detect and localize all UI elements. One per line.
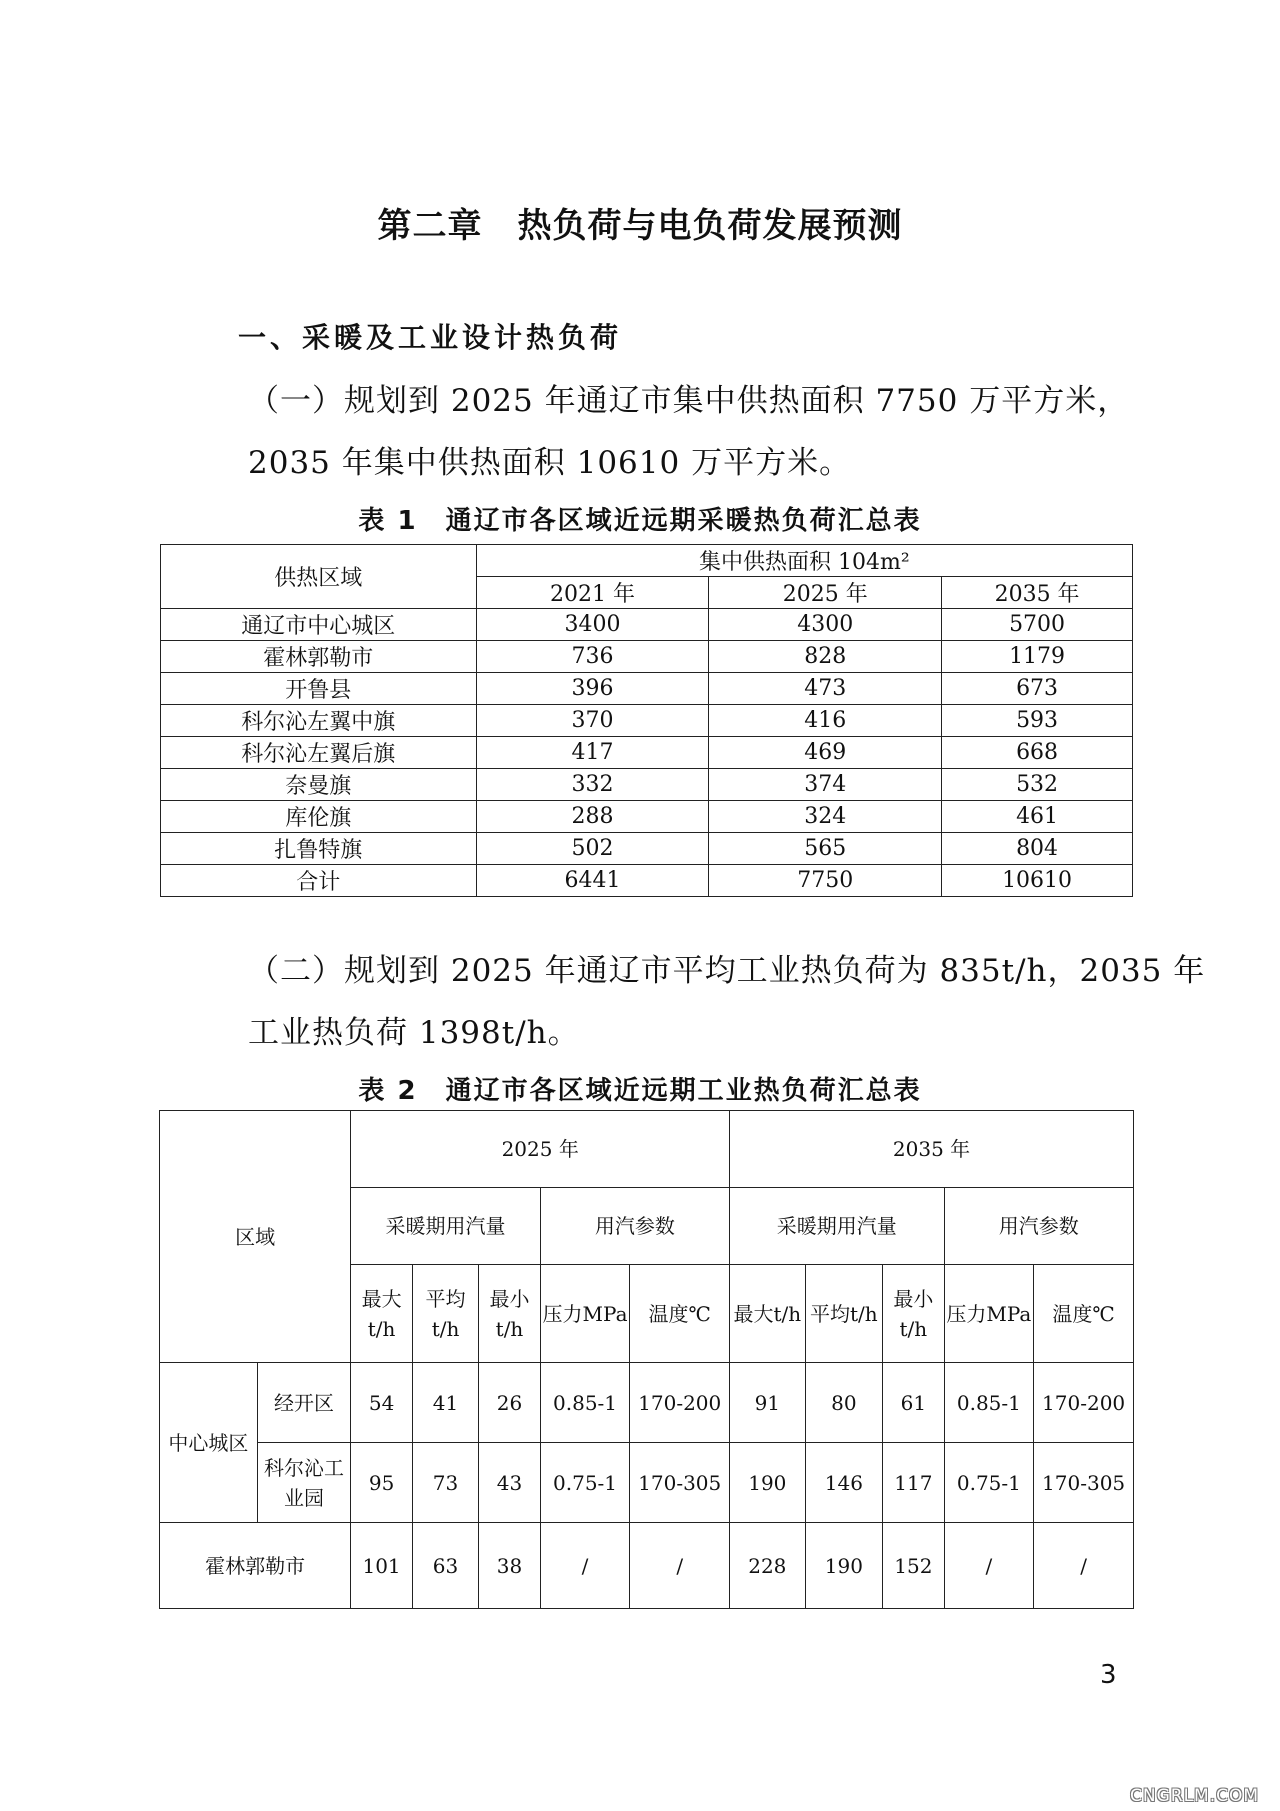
section-heading: 一、采暖及工业设计热负荷 xyxy=(238,321,623,354)
chapter-title: 第二章 热负荷与电负荷发展预测 xyxy=(377,206,903,246)
value-cell: 61 xyxy=(883,1363,944,1443)
page-number: 3 xyxy=(1100,1660,1117,1690)
value-cell: 38 xyxy=(479,1523,540,1609)
value-cell: 473 xyxy=(709,673,942,705)
value-cell: 288 xyxy=(476,801,709,833)
value-cell: 63 xyxy=(412,1523,478,1609)
heating-load-table xyxy=(160,544,1133,897)
table-row-total xyxy=(161,865,1133,897)
region-cell: 经开区 xyxy=(257,1363,351,1443)
table1-header-group: 集中供热面积 104m² xyxy=(476,545,1132,577)
table-row xyxy=(160,1523,1134,1609)
value-cell: 26 xyxy=(479,1363,540,1443)
value-cell: 73 xyxy=(412,1443,478,1523)
value-cell: 565 xyxy=(709,833,942,865)
value-cell: 461 xyxy=(942,801,1133,833)
region-cell: 库伦旗 xyxy=(161,801,477,833)
region-cell: 通辽市中心城区 xyxy=(161,609,477,641)
table-row xyxy=(161,769,1133,801)
value-cell: 228 xyxy=(730,1523,806,1609)
table-row xyxy=(161,801,1133,833)
value-cell: 828 xyxy=(709,641,942,673)
value-cell: 170-305 xyxy=(1034,1443,1134,1523)
value-cell: 417 xyxy=(476,737,709,769)
value-cell: 0.75-1 xyxy=(944,1443,1034,1523)
value-cell: 91 xyxy=(730,1363,806,1443)
sub-header: 温度℃ xyxy=(630,1265,730,1363)
sub-header: 平均t/h xyxy=(805,1265,883,1363)
value-cell: 41 xyxy=(412,1363,478,1443)
table1-caption: 表 1 通辽市各区域近远期采暖热负荷汇总表 xyxy=(358,506,922,536)
value-cell: / xyxy=(630,1523,730,1609)
sub-header: 最大t/h xyxy=(351,1265,412,1363)
value-cell: / xyxy=(1034,1523,1134,1609)
value-cell: 324 xyxy=(709,801,942,833)
steam-param-header: 用汽参数 xyxy=(944,1188,1133,1265)
group-cell-center: 中心城区 xyxy=(160,1363,258,1523)
steam-param-header: 用汽参数 xyxy=(540,1188,729,1265)
steam-usage-header: 采暖期用汽量 xyxy=(730,1188,945,1265)
value-cell: 6441 xyxy=(476,865,709,897)
table-row xyxy=(161,833,1133,865)
region-cell: 科尔沁左翼中旗 xyxy=(161,705,477,737)
table-row xyxy=(161,737,1133,769)
value-cell: 673 xyxy=(942,673,1133,705)
value-cell: 170-200 xyxy=(1034,1363,1134,1443)
watermark-text: CNGRLM.COM xyxy=(1130,1786,1260,1806)
value-cell: 170-305 xyxy=(630,1443,730,1523)
value-cell: 532 xyxy=(942,769,1133,801)
value-cell: 80 xyxy=(805,1363,883,1443)
table2-header-region: 区域 xyxy=(160,1111,351,1363)
table1-year-header: 2035 年 xyxy=(942,577,1133,609)
region-cell: 霍林郭勒市 xyxy=(161,641,477,673)
sub-header: 压力MPa xyxy=(944,1265,1034,1363)
value-cell: 10610 xyxy=(942,865,1133,897)
value-cell: 374 xyxy=(709,769,942,801)
region-cell: 合计 xyxy=(161,865,477,897)
table-row xyxy=(161,673,1133,705)
table1-year-header: 2025 年 xyxy=(709,577,942,609)
value-cell: 1179 xyxy=(942,641,1133,673)
paragraph-heating-area: （一）规划到 2025 年通辽市集中供热面积 7750 万平方米，2035 年集中供热面积 10610 万平方米。 xyxy=(248,383,1130,481)
sub-header: 最小t/h xyxy=(883,1265,944,1363)
value-cell: 54 xyxy=(351,1363,412,1443)
value-cell: 370 xyxy=(476,705,709,737)
value-cell: 0.75-1 xyxy=(540,1443,630,1523)
table2-year-header: 2025 年 xyxy=(351,1111,730,1188)
value-cell: 170-200 xyxy=(630,1363,730,1443)
value-cell: 4300 xyxy=(709,609,942,641)
value-cell: 396 xyxy=(476,673,709,705)
region-cell: 扎鲁特旗 xyxy=(161,833,477,865)
table-row xyxy=(161,641,1133,673)
value-cell: 190 xyxy=(730,1443,806,1523)
value-cell: 0.85-1 xyxy=(944,1363,1034,1443)
value-cell: 3400 xyxy=(476,609,709,641)
sub-header: 最小t/h xyxy=(479,1265,540,1363)
steam-usage-header: 采暖期用汽量 xyxy=(351,1188,540,1265)
region-cell: 科尔沁左翼后旗 xyxy=(161,737,477,769)
region-cell: 科尔沁工业园 xyxy=(257,1443,351,1523)
value-cell: 5700 xyxy=(942,609,1133,641)
value-cell: 43 xyxy=(479,1443,540,1523)
table1-header-region: 供热区域 xyxy=(161,545,477,609)
sub-header: 平均t/h xyxy=(412,1265,478,1363)
table-row xyxy=(160,1363,1134,1443)
region-cell: 开鲁县 xyxy=(161,673,477,705)
value-cell: 146 xyxy=(805,1443,883,1523)
sub-header: 最大t/h xyxy=(730,1265,806,1363)
industrial-load-table xyxy=(159,1110,1134,1609)
value-cell: 332 xyxy=(476,769,709,801)
value-cell: 190 xyxy=(805,1523,883,1609)
table2-year-header: 2035 年 xyxy=(730,1111,1134,1188)
value-cell: 117 xyxy=(883,1443,944,1523)
value-cell: 469 xyxy=(709,737,942,769)
value-cell: 502 xyxy=(476,833,709,865)
value-cell: 152 xyxy=(883,1523,944,1609)
table2-caption: 表 2 通辽市各区域近远期工业热负荷汇总表 xyxy=(358,1076,922,1106)
table-row xyxy=(161,705,1133,737)
value-cell: 668 xyxy=(942,737,1133,769)
table-row xyxy=(161,609,1133,641)
value-cell: 804 xyxy=(942,833,1133,865)
value-cell: 7750 xyxy=(709,865,942,897)
region-cell: 奈曼旗 xyxy=(161,769,477,801)
value-cell: / xyxy=(540,1523,630,1609)
region-cell: 霍林郭勒市 xyxy=(160,1523,351,1609)
table-row xyxy=(160,1443,1134,1523)
table1-year-header: 2021 年 xyxy=(476,577,709,609)
sub-header: 温度℃ xyxy=(1034,1265,1134,1363)
value-cell: 736 xyxy=(476,641,709,673)
value-cell: / xyxy=(944,1523,1034,1609)
value-cell: 593 xyxy=(942,705,1133,737)
sub-header: 压力MPa xyxy=(540,1265,630,1363)
value-cell: 95 xyxy=(351,1443,412,1523)
paragraph-industrial-load: （二）规划到 2025 年通辽市平均工业热负荷为 835t/h，2035 年工业热负荷 1398t/h。 xyxy=(248,953,1206,1051)
value-cell: 416 xyxy=(709,705,942,737)
value-cell: 101 xyxy=(351,1523,412,1609)
value-cell: 0.85-1 xyxy=(540,1363,630,1443)
